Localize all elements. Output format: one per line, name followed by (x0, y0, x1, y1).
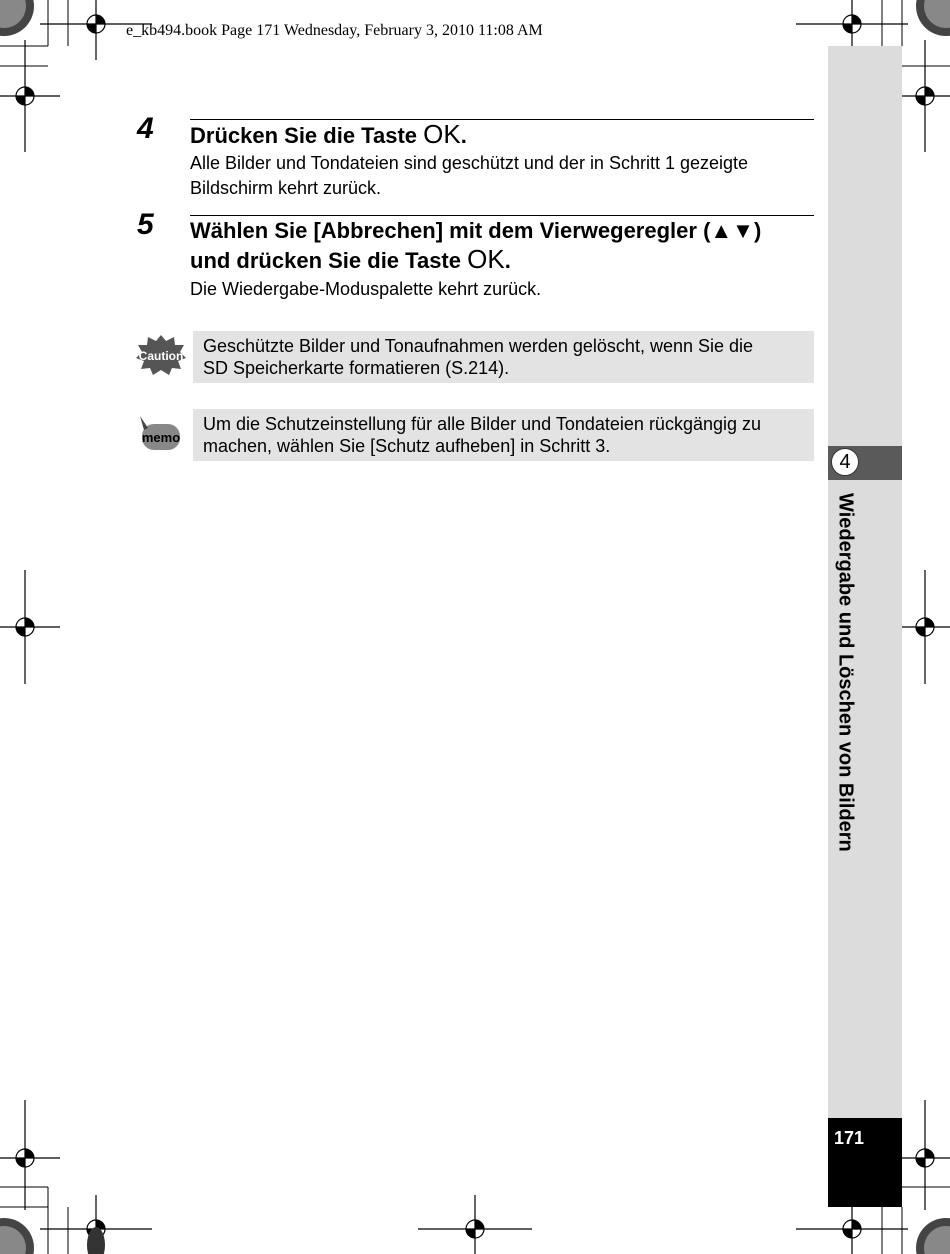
chapter-title: Wiedergabe und Löschen von Bildern (834, 493, 857, 852)
caution-notice (193, 331, 814, 383)
step-5-heading-line2: und drücken Sie die Taste (190, 248, 461, 273)
ok-key-icon: OK (467, 244, 505, 274)
step-5-heading-line1: Wählen Sie [Abbrechen] mit dem Vierwegeregler (▲▼) (190, 218, 762, 243)
memo-icon-label: memo (141, 430, 181, 445)
caution-line: Geschützte Bilder und Tonaufnahmen werden gelöscht, wenn Sie die (203, 336, 754, 356)
caution-icon-label: Caution (138, 349, 184, 363)
chapter-number: 4 (831, 448, 859, 476)
memo-line: machen, wählen Sie [Schutz aufheben] in Schritt 3. (203, 436, 611, 456)
caution-line: SD Speicherkarte formatieren (S.214). (203, 358, 510, 378)
memo-icon (136, 414, 182, 454)
step-4-text (190, 151, 820, 201)
step-5-text: Die Wiedergabe-Moduspalette kehrt zurück. (190, 279, 542, 299)
step-5-number: 5 (137, 208, 154, 241)
print-header: e_kb494.book Page 171 Wednesday, February 3, 2010 11:08 AM (126, 22, 543, 39)
step-4-heading: Drücken Sie die Taste OK. (190, 119, 467, 149)
step-4-heading-text: Drücken Sie die Taste (190, 123, 418, 148)
memo-line: Um die Schutzeinstellung für alle Bilder und Tondateien rückgängig zu (203, 414, 762, 434)
caution-icon (136, 334, 186, 376)
ok-key-icon: OK (423, 119, 461, 149)
page-number: 171 (834, 1128, 865, 1148)
step-5-heading: Wählen Sie [Abbrechen] mit dem Vierwegeregler (▲▼) und drücken Sie die Taste OK. (190, 216, 820, 275)
step-4-text-line: Alle Bilder und Tondateien sind geschützt und der in Schritt 1 gezeigte (190, 153, 749, 173)
step-4-number: 4 (137, 112, 154, 145)
step-4-text-line: Bildschirm kehrt zurück. (190, 178, 382, 198)
memo-notice (193, 409, 814, 461)
